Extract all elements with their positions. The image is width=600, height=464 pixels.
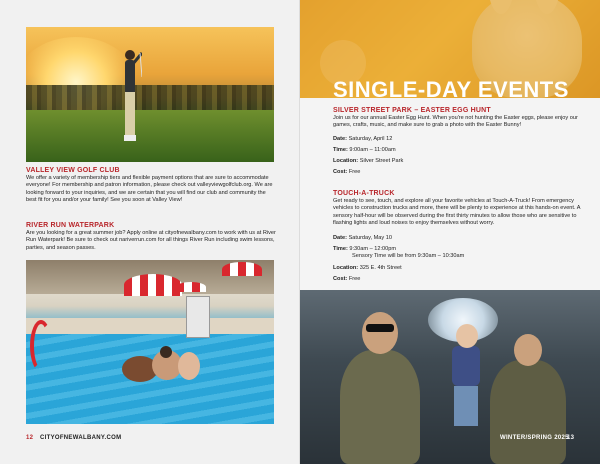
swimmer-head (160, 346, 172, 358)
date-label: Date: (333, 136, 347, 142)
egg-hunt-cost (333, 169, 360, 176)
golf-course-photo (26, 27, 274, 162)
truck-time (333, 246, 396, 253)
police-officer (340, 350, 420, 464)
cost-value: Free (348, 169, 361, 175)
page-number-right: 13 (567, 435, 575, 441)
time-label: Time: (333, 147, 348, 153)
location-value: Silver Street Park (359, 158, 404, 164)
egg-hunt-time (333, 147, 396, 154)
officer-head (362, 312, 398, 354)
red-umbrella (176, 282, 206, 292)
waterpark-photo (26, 260, 274, 424)
location-value: 325 E. 4th Street (359, 265, 402, 271)
water-slide (30, 320, 52, 372)
golf-body: We offer a variety of membership tiers and flexible payment options that are sure to accommodate everyone! For membership and patron information, please check out valleyviewgolfclub.org. We are looking forward to your inquiries, and we are certain that you will find our club and community the best fit for you and/or your family! See you soon at Valley View! (26, 175, 273, 204)
child-head (456, 324, 478, 348)
truck-date (333, 235, 392, 242)
golfer-figure (118, 47, 142, 155)
time-value: 9:00am – 11:00am (349, 147, 396, 153)
time-value: 9:30am – 12:00pm (349, 246, 397, 252)
lifeguard-stand (186, 296, 210, 338)
egg-hunt-body: Join us for our annual Easter Egg Hunt. When you're not hunting the Easter eggs, please enjoy our games, crafts, music, and make sure to grab a photo with the Easter Bunny! (333, 115, 578, 129)
cost-label: Cost: (333, 169, 348, 175)
swimmer (178, 352, 200, 380)
officer-head (514, 334, 542, 366)
folio-website: CITYOFNEWALBANY.COM (40, 435, 122, 441)
truck-location (333, 265, 402, 272)
police-officer (490, 360, 566, 464)
waterpark-heading: RIVER RUN WATERPARK (26, 222, 115, 229)
page-title: SINGLE-DAY EVENTS (333, 77, 569, 102)
time-label: Time: (333, 246, 348, 252)
child-jeans (454, 386, 478, 426)
date-value: Saturday, May 10 (348, 235, 392, 241)
waterpark-body: Are you looking for a great summer job? Apply online at cityofnewalbany.com to work with us at River Run Waterpark! Be sure to check out nariverrun.com for all things River Run including swim lessons, parties, and season passes. (26, 230, 276, 251)
sunglasses-icon (366, 324, 394, 332)
folio-season: WINTER/SPRING 2025 (500, 435, 569, 441)
cost-label: Cost: (333, 276, 348, 282)
egg-hunt-location (333, 158, 403, 165)
date-value: Saturday, April 12 (348, 136, 393, 142)
child-shirt (452, 346, 480, 386)
date-label: Date: (333, 235, 347, 241)
red-umbrella (222, 262, 262, 276)
page-number-left (26, 435, 33, 441)
egg-hunt-date (333, 136, 392, 143)
truck-cost (333, 276, 360, 283)
location-label: Location: (333, 158, 359, 164)
egg-hunt-heading: SILVER STREET PARK – EASTER EGG HUNT (333, 107, 491, 114)
tree-line (26, 85, 274, 111)
fairway (26, 110, 274, 162)
truck-sensory-time: Sensory Time will be from 9:30am – 10:30am (352, 253, 465, 259)
pool-deck (26, 318, 274, 334)
folio-number: 12 (26, 435, 34, 441)
cost-value: Free (348, 276, 361, 282)
truck-body: Get ready to see, touch, and explore all your favorite vehicles at Touch-A-Truck! From emergency vehicles to construction trucks and more, there will be plenty to experience at this hands-on event. A sensory half-hour will be observed during the first thirty minutes to allow those who are sensitive to flashing lights and loud noises to enjoy themselves without worry. (333, 198, 581, 227)
location-label: Location: (333, 265, 359, 271)
truck-heading: TOUCH-A-TRUCK (333, 190, 395, 197)
golf-heading: VALLEY VIEW GOLF CLUB (26, 167, 120, 174)
red-umbrella (124, 274, 182, 296)
